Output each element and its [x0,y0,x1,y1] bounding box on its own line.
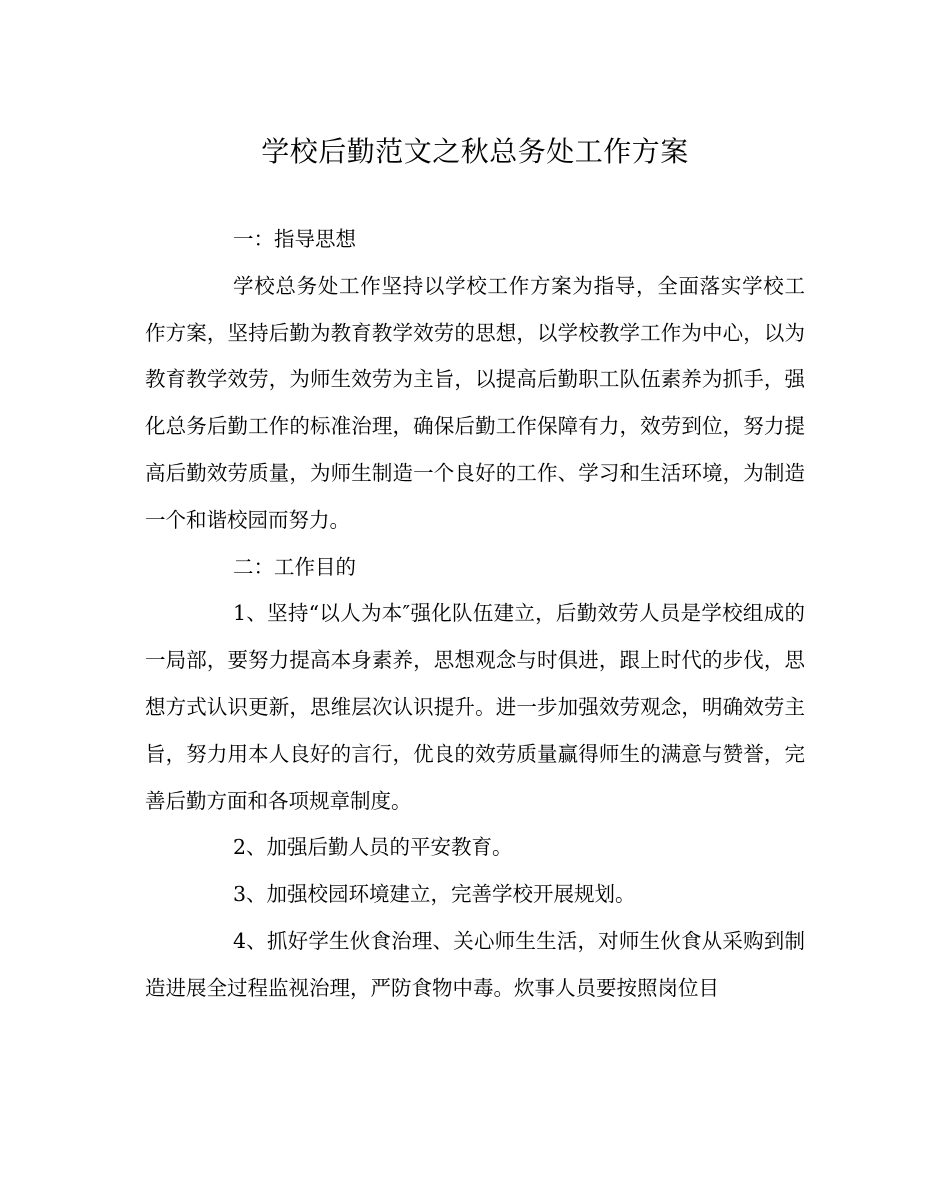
list-item-goal-4: 4、抓好学生伙食治理、关心师生生活，对师生伙食从采购到制造进展全过程监视治理，严防食物中毒。炊事人员要按照岗位目 [145,928,805,1000]
paragraph-guiding-ideology: 学校总务处工作坚持以学校工作方案为指导，全面落实学校工作方案，坚持后勤为教育教学效劳的思想，以学校教学工作为中心，以为教育教学效劳，为师生效劳为主旨，以提高后勤职工队伍素养为抓手，强化总务后勤工作的标准治理，确保后勤工作保障有力，效劳到位，努力提高后勤效劳质量，为师生制造一个良好的工作、学习和生活环境，为制造一个和谐校园而努力。 [145,273,805,532]
list-item-goal-2: 2、加强后勤人员的平安教育。 [233,835,513,860]
section-heading-work-goals: 二：工作目的 [233,554,356,579]
list-item-goal-1: 1、坚持“以人为本″强化队伍建立，后勤效劳人员是学校组成的一局部，要努力提高本身素养，思想观念与时俱进，跟上时代的步伐，思想方式认识更新，思维层次认识提升。进一步加强效劳观念，明确效劳主旨，努力用本人良好的言行，优良的效劳质量赢得师生的满意与赞誉，完善后勤方面和各项规章制度。 [145,601,805,813]
list-item-goal-3: 3、加强校园环境建立，完善学校开展规划。 [233,882,636,907]
section-heading-guiding-ideology: 一：指导思想 [233,227,356,251]
document-title: 学校后勤范文之秋总务处工作方案 [261,135,689,168]
document-body [145,216,805,1012]
